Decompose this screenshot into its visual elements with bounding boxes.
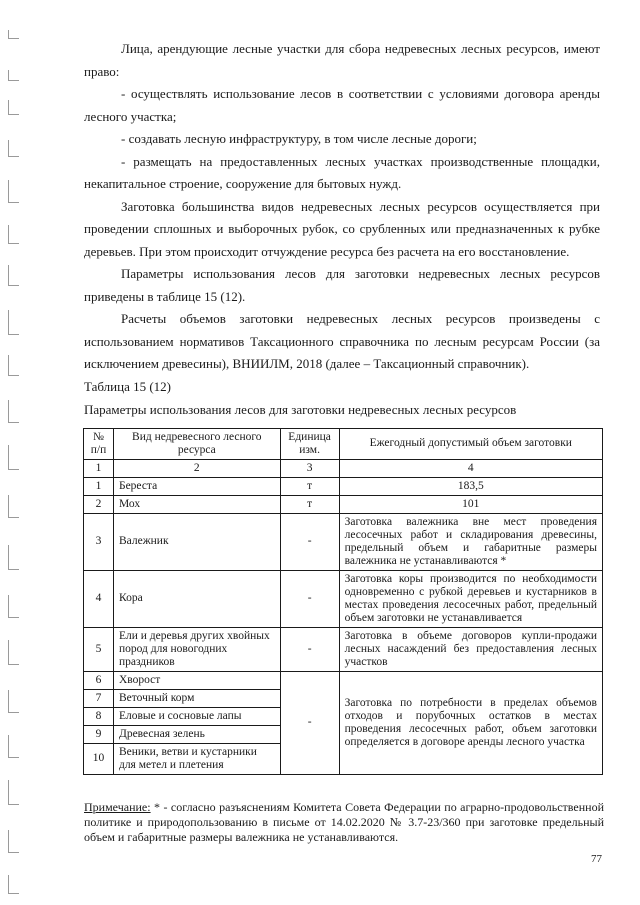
row-num: 5	[84, 627, 114, 671]
paragraph: - осуществлять использование лесов в соответствии с условиями договора аренды лесного участка;	[84, 86, 600, 124]
row-unit: т	[280, 495, 339, 513]
table-row	[84, 570, 603, 627]
row-resource: Веточный корм	[113, 689, 280, 707]
row-resource: Кора	[113, 570, 280, 627]
paragraph: - размещать на предоставленных лесных участках производственные площадки, некапитальное строение, сооружение для бытовых нужд.	[84, 153, 600, 191]
header-resource: Вид недревесного лесного ресурса	[113, 428, 280, 459]
row-volume: 101	[339, 495, 602, 513]
paragraph: Параметры использования лесов для заготовки недревесных лесных ресурсов приведены в таблице 15 (12).	[84, 266, 600, 304]
page-number: 77	[591, 853, 602, 865]
footnote-label: Примечание:	[84, 800, 151, 814]
row-resource: Еловые и сосновые лапы	[113, 707, 280, 725]
table-title: Параметры использования лесов для заготовки недревесных лесных ресурсов	[84, 402, 517, 417]
column-number-row	[84, 459, 603, 477]
paragraph: Лица, арендующие лесные участки для сбора недревесных лесных ресурсов, имеют право:	[84, 41, 600, 79]
row-resource: Хворост	[113, 671, 280, 689]
row-resource: Ели и деревья других хвойных пород для новогодних праздников	[113, 627, 280, 671]
table-row	[84, 671, 603, 689]
header-num: № п/п	[84, 428, 114, 459]
resources-table	[83, 428, 603, 775]
col-number: 3	[280, 459, 339, 477]
table-header-row	[84, 428, 603, 459]
row-num: 8	[84, 707, 114, 725]
row-num: 9	[84, 725, 114, 743]
row-volume: Заготовка в объеме договоров купли-продажи лесных насаждений без предоставления лесных участков	[339, 627, 602, 671]
row-num: 6	[84, 671, 114, 689]
row-num: 7	[84, 689, 114, 707]
table-row	[84, 627, 603, 671]
paragraph: - создавать лесную инфраструктуру, в том числе лесные дороги;	[121, 131, 477, 146]
row-unit: т	[280, 477, 339, 495]
row-num: 1	[84, 477, 114, 495]
paragraph: Расчеты объемов заготовки недревесных лесных ресурсов произведены с использованием нормативов Таксационного справочника по лесным ресурсам России (за исключением древесины), ВНИИЛМ, 2018 (далее – Таксационный справочник).	[84, 311, 600, 371]
footnote-text: * - согласно разъяснениям Комитета Совета Федерации по аграрно-продовольственной политике и природопользованию в письме от 14.02.2020 № 3.7-23/360 при заготовке предельный объем и габаритные размеры валежника не устанавливаются.	[84, 800, 604, 844]
table-row	[84, 513, 603, 570]
document-body	[84, 38, 600, 775]
row-num: 3	[84, 513, 114, 570]
row-resource: Валежник	[113, 513, 280, 570]
row-num: 10	[84, 743, 114, 774]
footnote	[84, 800, 604, 845]
row-volume: Заготовка валежника вне мест проведения лесосечных работ и складирования древесины, предельный объем и габаритные размеры валежника не устанавливаются *	[339, 513, 602, 570]
row-unit: -	[280, 570, 339, 627]
col-number: 2	[113, 459, 280, 477]
col-number: 1	[84, 459, 114, 477]
row-unit: -	[280, 627, 339, 671]
table-row	[84, 495, 603, 513]
col-number: 4	[339, 459, 602, 477]
row-resource: Веники, ветви и кустарники для метел и плетения	[113, 743, 280, 774]
row-num: 2	[84, 495, 114, 513]
row-resource: Береста	[113, 477, 280, 495]
row-resource: Древесная зелень	[113, 725, 280, 743]
row-num: 4	[84, 570, 114, 627]
table-row	[84, 477, 603, 495]
row-resource: Мох	[113, 495, 280, 513]
header-volume: Ежегодный допустимый объем заготовки	[339, 428, 602, 459]
merged-unit: -	[280, 671, 339, 774]
table-label: Таблица 15 (12)	[84, 378, 172, 394]
row-unit: -	[280, 513, 339, 570]
row-volume: Заготовка коры производится по необходимости одновременно с рубкой деревьев и кустарников в местах проведения лесосечных работ, предельный объем заготовки не устанавливается	[339, 570, 602, 627]
merged-volume: Заготовка по потребности в пределах объемов отходов и порубочных остатков в местах проведения лесосечных работ, объем заготовки определяется в договоре аренды лесного участка	[339, 671, 602, 774]
row-volume: 183,5	[339, 477, 602, 495]
binding-margin-marks	[0, 0, 30, 905]
paragraph: Заготовка большинства видов недревесных лесных ресурсов осуществляется при проведении сплошных и выборочных рубок, со срубленных или предназначенных к рубке деревьев. При этом происходит отчуждение ресурса без расчета на его восстановление.	[84, 198, 600, 259]
header-unit: Единица изм.	[280, 428, 339, 459]
